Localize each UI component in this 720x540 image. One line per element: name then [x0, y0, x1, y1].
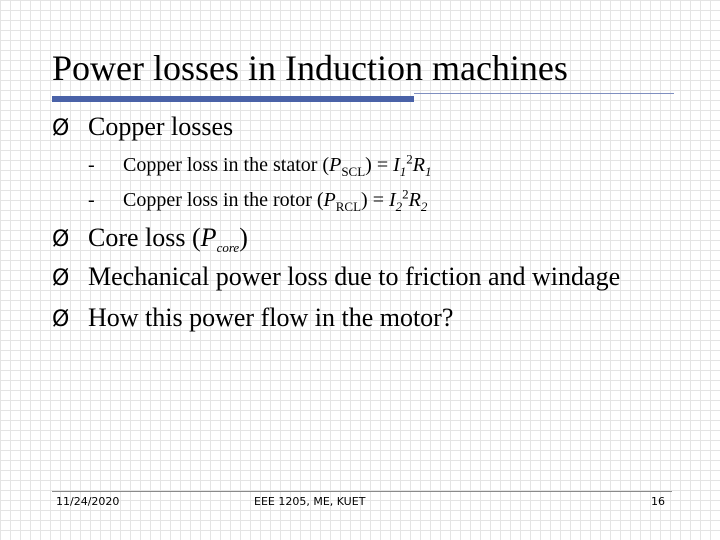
current-symbol: I [389, 189, 396, 211]
bullet-core-loss [52, 221, 248, 255]
equals-sign: ) = [365, 154, 394, 176]
arrow-bullet-icon: Ø [52, 227, 70, 252]
dash-bullet-icon: - [88, 189, 95, 211]
slide-title: Power losses in Induction machines [52, 48, 568, 88]
current-subscript: 2 [395, 199, 403, 214]
arrow-bullet-icon: Ø [52, 307, 70, 332]
current-exponent: 2 [402, 186, 409, 202]
bullet-text: How this power flow in the motor? [88, 303, 454, 332]
title-divider-line [414, 93, 674, 94]
arrow-bullet-icon: Ø [52, 266, 70, 291]
power-symbol: P [200, 223, 217, 252]
power-subscript: SCL [341, 164, 366, 179]
power-subscript: core [216, 240, 240, 256]
sub-bullet-text: Copper loss in the rotor ( [123, 189, 324, 211]
bullet-power-flow [52, 301, 453, 335]
footer-course: EEE 1205, ME, KUET [254, 495, 366, 508]
current-subscript: 1 [399, 164, 407, 179]
bullet-text: Core loss ( [88, 223, 201, 252]
bullet-text: Mechanical power loss due to friction and windage [88, 262, 621, 291]
current-exponent: 2 [406, 151, 413, 167]
resistance-subscript: 2 [420, 199, 428, 214]
title-accent-bar [52, 96, 414, 102]
bullet-mechanical-loss [52, 260, 620, 294]
arrow-bullet-icon: Ø [52, 116, 70, 141]
sub-bullet-rotor-loss [88, 187, 427, 213]
bullet-text: Copper losses [88, 112, 234, 141]
resistance-symbol: R [412, 154, 425, 176]
footer-date: 11/24/2020 [56, 495, 120, 508]
bullet-copper-losses [52, 110, 233, 144]
footer-page-number: 16 [651, 495, 665, 508]
footer-divider-line [52, 491, 672, 492]
equals-sign: ) = [361, 189, 389, 211]
dash-bullet-icon: - [88, 154, 95, 176]
sub-bullet-text: Copper loss in the stator ( [123, 154, 330, 176]
power-symbol: P [329, 154, 342, 176]
current-symbol: I [393, 154, 400, 176]
power-subscript: RCL [335, 199, 362, 214]
sub-bullet-stator-loss [88, 152, 432, 178]
close-paren: ) [239, 223, 248, 252]
resistance-subscript: 1 [425, 164, 432, 179]
resistance-symbol: R [408, 189, 421, 211]
power-symbol: P [323, 189, 336, 211]
